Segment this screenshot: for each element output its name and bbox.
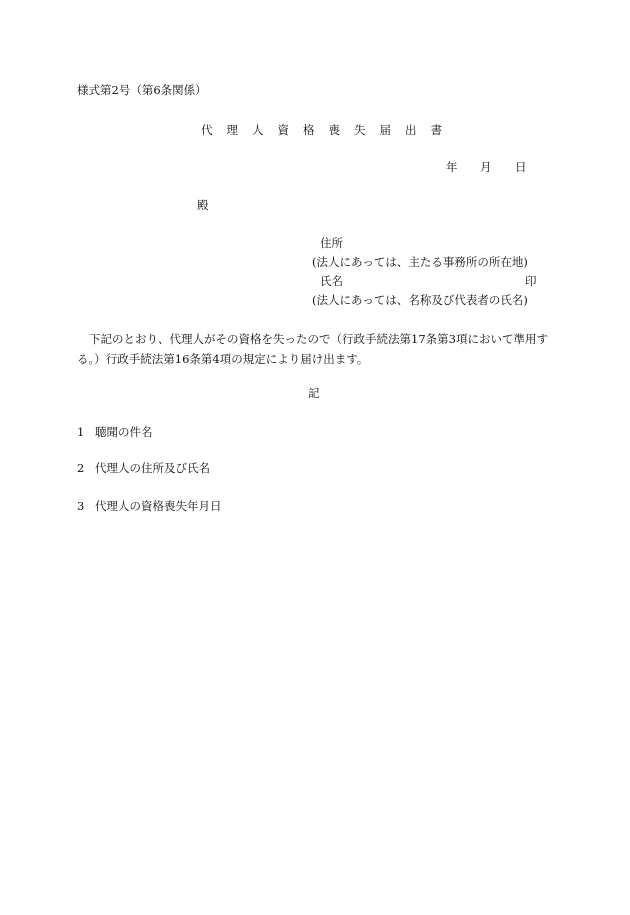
address-label: 住所 [320,236,343,250]
date-year-label: 年 [446,160,458,174]
address-note: (法人にあっては、主たる事務所の所在地) [312,255,528,269]
item-text: 代理人の資格喪失年月日 [95,499,222,513]
item-number: 1 [77,425,85,439]
name-label: 氏名 [320,274,343,288]
date-month-label: 月 [480,160,492,174]
item-number: 3 [77,499,85,513]
list-item [77,427,153,439]
form-number: 様式第2号（第6条関係） [77,83,207,97]
date-day-label: 日 [515,160,527,174]
addressee-honorific: 殿 [197,198,209,212]
item-number: 2 [77,461,85,475]
item-text: 聴聞の件名 [95,425,153,439]
list-item [77,501,222,513]
name-note: (法人にあっては、名称及び代表者の氏名) [312,293,528,307]
seal-mark: 印 [525,274,537,288]
list-item [77,463,210,475]
ki-heading: 記 [308,386,320,400]
document-title: 代理人資格喪失届出書 [201,123,456,137]
item-text: 代理人の住所及び氏名 [95,461,210,475]
body-paragraph: 下記のとおり、代理人がその資格を失ったので（行政手続法第17条第3項において準用する。）行政手続法第16条第4項の規定により届け出ます。 [77,332,548,366]
